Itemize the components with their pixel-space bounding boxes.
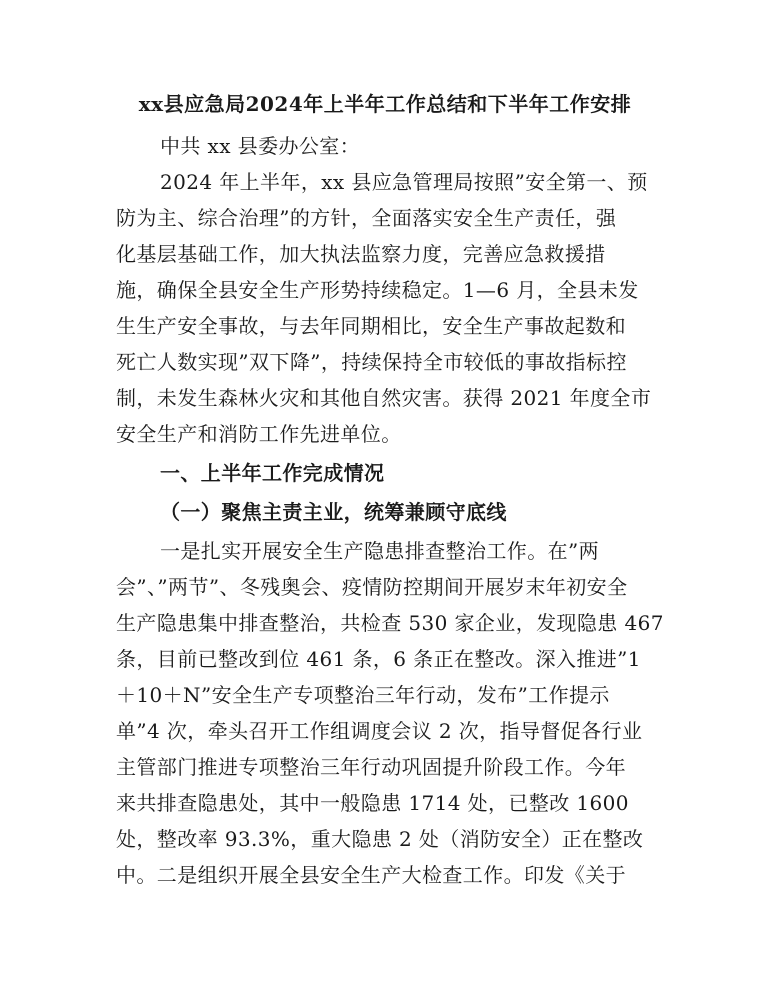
body-line: ＋10＋N”安全生产专项整治三年行动，发布”工作提示 — [116, 683, 610, 707]
intro-line: 化基层基础工作，加大执法监察力度，完善应急救援措 — [116, 242, 606, 266]
body-line: 条，目前已整改到位 461 条，6 条正在整改。深入推进”1 — [116, 647, 641, 671]
body-line: 主管部门推进专项整治三年行动巩固提升阶段工作。今年 — [116, 755, 626, 779]
body-line: 单”4 次，牵头召开工作组调度会议 2 次，指导督促各行业 — [116, 719, 643, 743]
body-line: 中。二是组织开展全县安全生产大检查工作。印发《关于 — [116, 863, 626, 887]
document-title: xx县应急局2024年上半年工作总结和下半年工作安排 — [138, 92, 632, 116]
section-heading: 一、上半年工作完成情况 — [160, 461, 385, 485]
intro-line: 防为主、综合治理”的方针，全面落实安全生产责任，强 — [116, 206, 617, 230]
subsection-heading: （一）聚焦主责主业，统筹兼顾守底线 — [160, 500, 507, 524]
body-line: 生产隐患集中排查整治，共检查 530 家企业，发现隐患 467 — [116, 611, 664, 635]
intro-line: 施，确保全县安全生产形势持续稳定。1—6 月，全县未发 — [116, 278, 639, 302]
body-line: 处，整改率 93.3%，重大隐患 2 处（消防安全）正在整改 — [116, 827, 644, 851]
intro-line: 安全生产和消防工作先进单位。 — [116, 422, 402, 446]
intro-line: 2024 年上半年，xx 县应急管理局按照”安全第一、预 — [160, 170, 648, 194]
intro-line: 制，未发生森林火灾和其他自然灾害。获得 2021 年度全市 — [116, 386, 652, 410]
salutation: 中共 xx 县委办公室： — [160, 134, 361, 158]
body-line: 会”、”两节”、冬残奥会、疫情防控期间开展岁末年初安全 — [116, 575, 628, 599]
body-line: 来共排查隐患处，其中一般隐患 1714 处，已整改 1600 — [116, 791, 629, 815]
intro-line: 生生产安全事故，与去年同期相比，安全生产事故起数和 — [116, 314, 626, 338]
intro-line: 死亡人数实现”双下降”，持续保持全市较低的事故指标控 — [116, 350, 627, 374]
body-line: 一是扎实开展安全生产隐患排查整治工作。在”两 — [160, 539, 600, 563]
